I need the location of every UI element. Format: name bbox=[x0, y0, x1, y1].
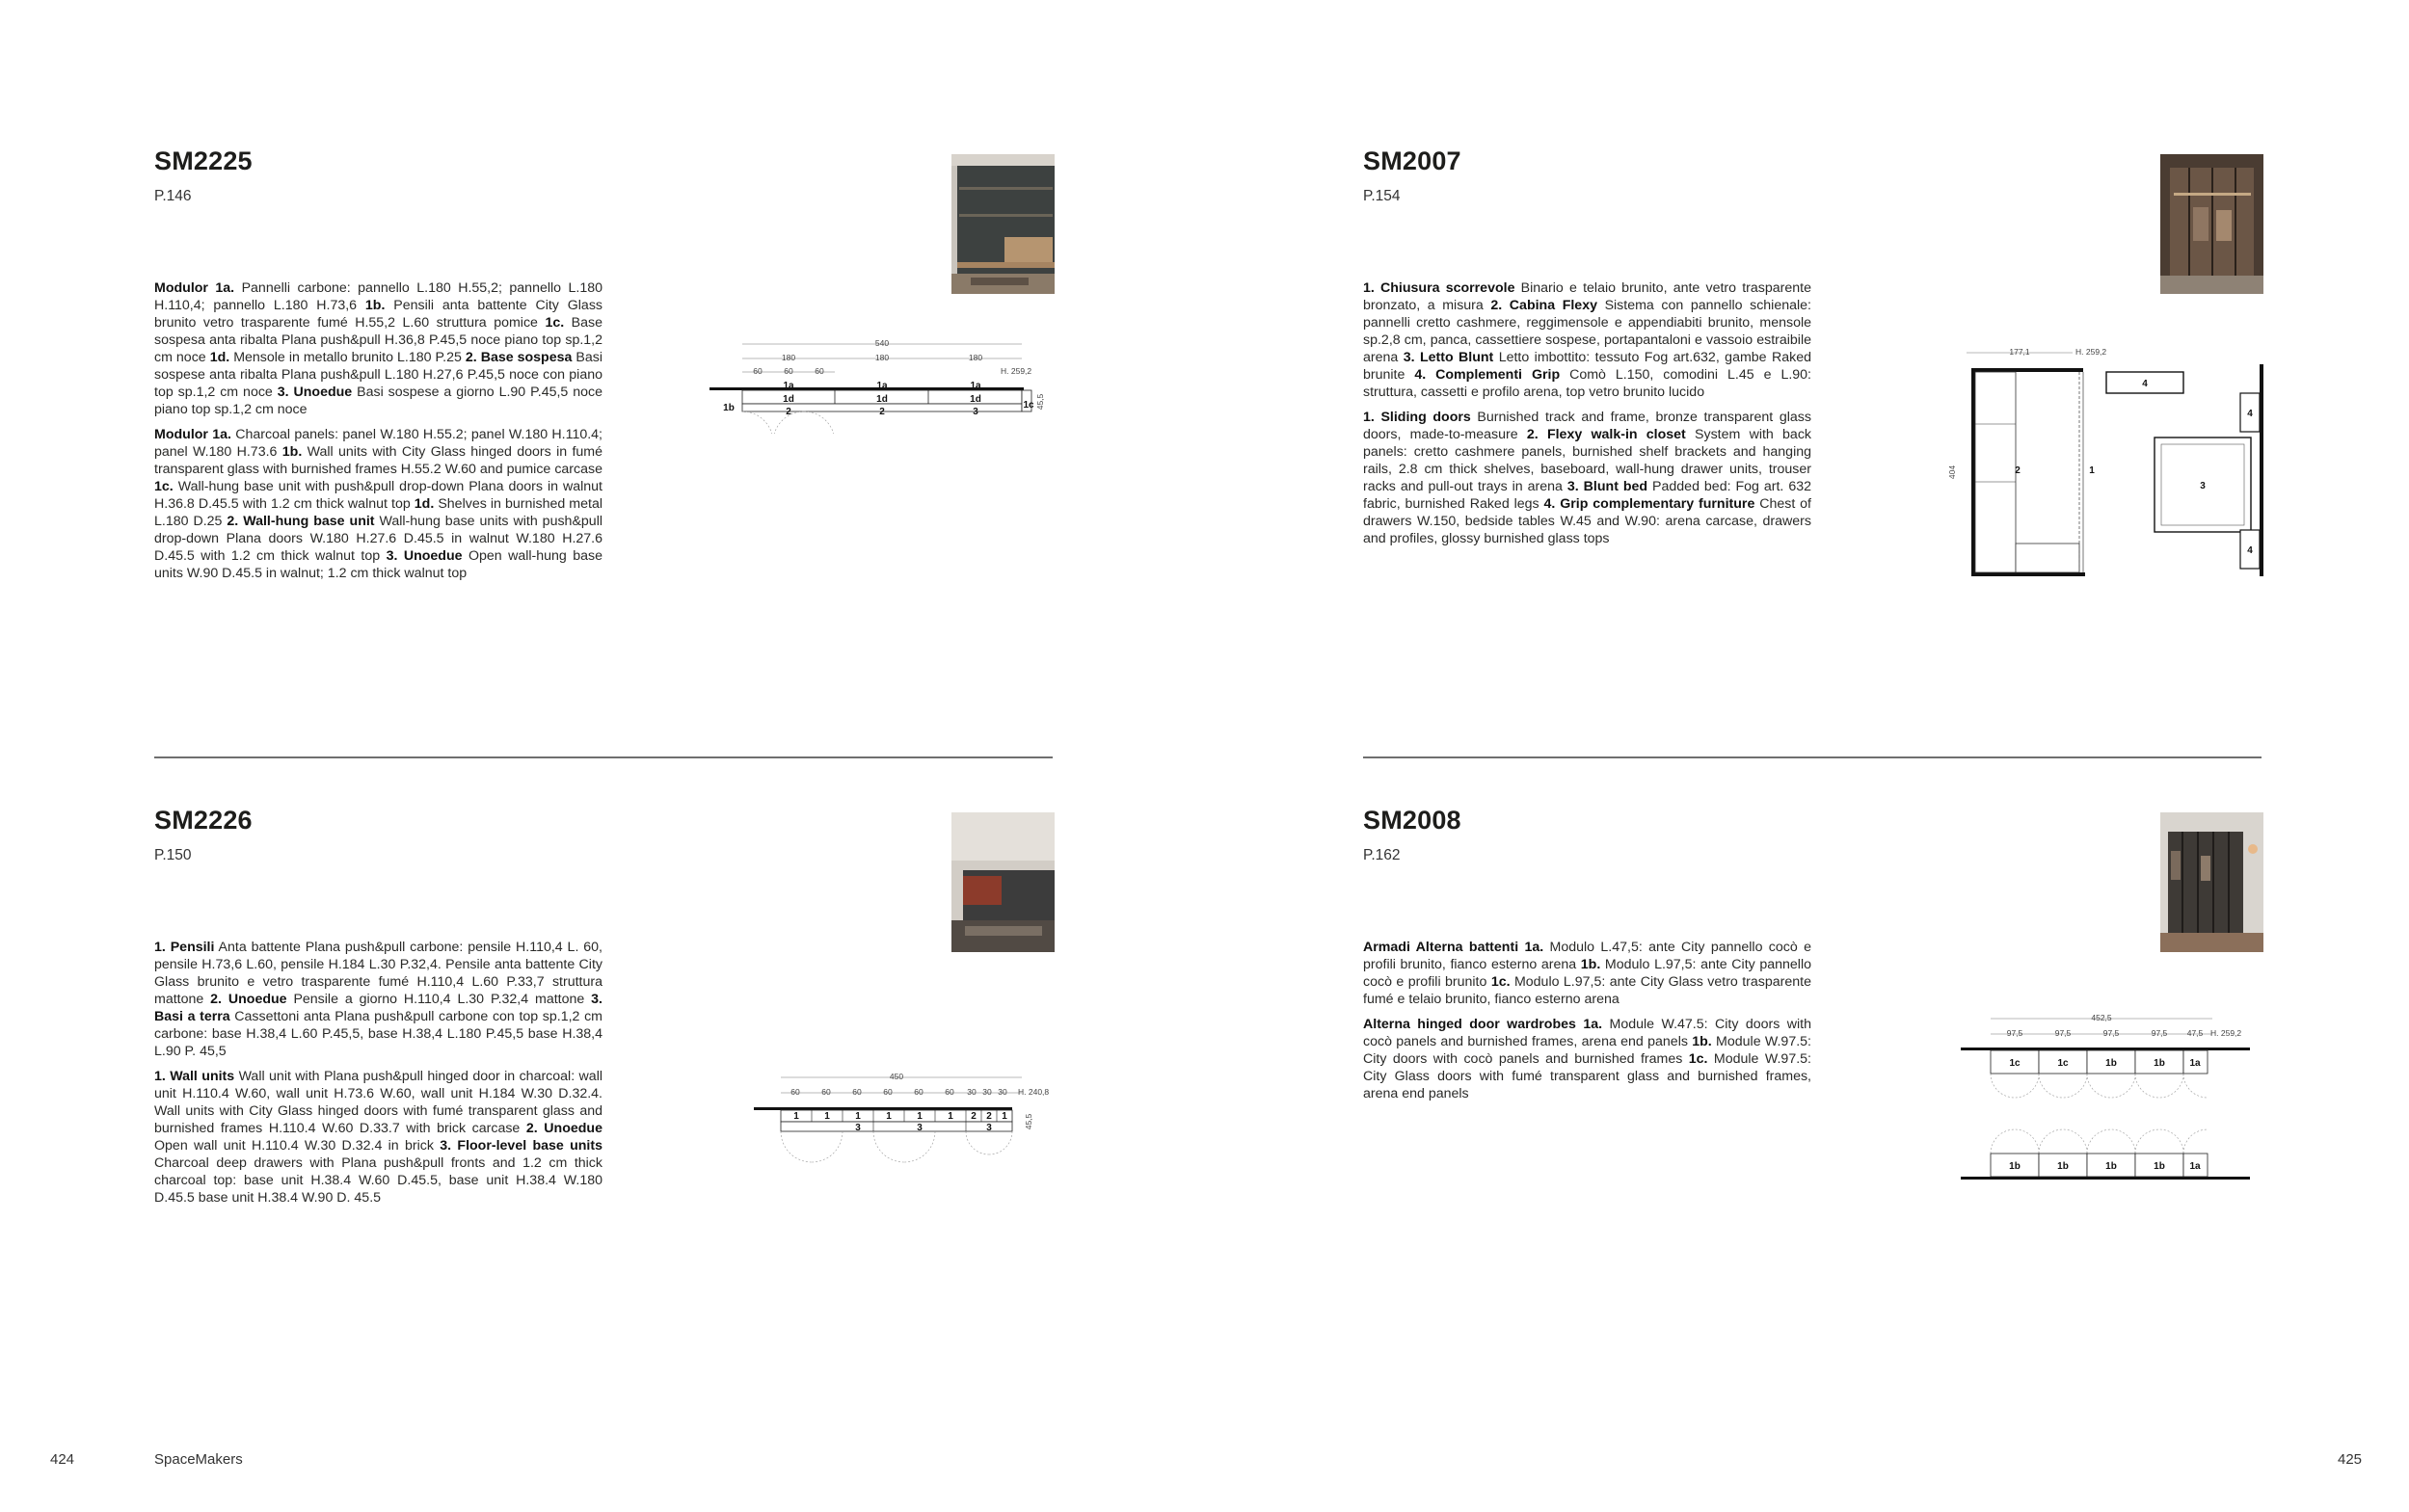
product-photo bbox=[2160, 154, 2263, 294]
item-heading: 3. Unoedue bbox=[386, 548, 463, 564]
page-number-left: 424 bbox=[50, 1451, 75, 1468]
description-paragraph: Modulor 1a. Charcoal panels: panel W.180 H.55.2; panel W.180 H.110.4; panel W.180 H.73.6 1b. Wall units with City Glass hinged doors in fumé transparent glass with burnished frames H.55.2 W.60 and pumice carcase 1c. Wall-hung base unit with push&pull drop-down Plana doors in walnut H.36.8 D.45.5 with 1.2 cm thick walnut top 1d. Shelves in burnished metal L.180 D.25 2. Wall-hung base unit Wall-hung base units with push&pull drop-down Plana doors W.180 H.27.6 D.45.5 in walnut W.180 H.27.6 D.45.5 with 1.2 cm thick walnut top 3. Unoedue Open wall-hung base units W.90 D.45.5 in walnut; 1.2 cm thick walnut top bbox=[154, 427, 603, 581]
description-paragraph: Alterna hinged door wardrobes 1a. Module W.47.5: City doors with cocò panels and burnished frames, arena end panels 1b. Module W.97.5: City doors with cocò panels and burnished frames 1c. Module W.97.5: City Glass doors with fumé transparent glass and burnished frames, arena end panels bbox=[1363, 1017, 1811, 1101]
unit-label: 4 bbox=[2247, 545, 2253, 556]
unit-label: 1a bbox=[2189, 1161, 2201, 1172]
item-heading: Modulor 1a. bbox=[154, 280, 235, 296]
item-heading: 1b. bbox=[1692, 1034, 1712, 1049]
unit-label: 1a bbox=[876, 381, 888, 391]
unit-label: 1a bbox=[783, 381, 794, 391]
description bbox=[154, 939, 602, 1214]
unit-label: 2 bbox=[971, 1111, 977, 1122]
section-code: SM2007 bbox=[1363, 146, 1461, 175]
item-heading: 3. Basi a terra bbox=[154, 992, 602, 1024]
unit-label: 3 bbox=[855, 1123, 861, 1133]
dim-sub: 60 bbox=[753, 366, 763, 376]
item-heading: 1d. bbox=[414, 496, 435, 512]
item-heading: 1c. bbox=[154, 479, 174, 494]
dim-width: 177,1 bbox=[2009, 347, 2030, 357]
product-photo bbox=[951, 154, 1055, 294]
item-heading: 2. Unoedue bbox=[525, 1121, 602, 1136]
description-paragraph: 1. Chiusura scorrevole Binario e telaio brunito, ante vetro trasparente bronzato, a misura 2. Cabina Flexy Sistema con pannello schienale: pannelli cretto cashmere, reggimensole e appendiabiti brunito, mensole sp.2,8 cm, panca, cassettiere sospese, portapantaloni e vassoio estraibile arena 3. Letto Blunt Letto imbottito: tessuto Fog art.632, gambe Raked brunite 4. Complementi Grip Comò L.150, comodini L.45 e L.90: struttura, cassetti e profilo arena, top vetro brunito lucido bbox=[1363, 280, 1811, 400]
dim-segment: 180 bbox=[968, 353, 983, 362]
dim-segment: 60 bbox=[914, 1087, 923, 1097]
unit-label: 2 bbox=[786, 407, 791, 417]
dim-segment: 60 bbox=[790, 1087, 800, 1097]
unit-label: 2 bbox=[2015, 465, 2021, 476]
unit-label: 1 bbox=[824, 1111, 830, 1122]
unit-label: 3 bbox=[973, 407, 978, 417]
description bbox=[1363, 939, 1811, 1110]
section-code: SM2225 bbox=[154, 146, 253, 175]
unit-label: 1b bbox=[723, 403, 735, 413]
item-heading: 1b. bbox=[1580, 957, 1601, 972]
product-photo bbox=[2160, 812, 2263, 952]
unit-label: 2 bbox=[879, 407, 885, 417]
brand-name: SpaceMakers bbox=[154, 1451, 243, 1468]
item-heading: 2. Cabina Flexy bbox=[1490, 298, 1597, 313]
unit-label: 1c bbox=[1023, 400, 1034, 411]
floor-plan bbox=[1957, 1006, 2275, 1194]
item-heading: 3. Blunt bed bbox=[1566, 479, 1648, 494]
unit-label: 3 bbox=[2200, 481, 2206, 491]
dim-depth: 404 bbox=[1947, 464, 1957, 480]
page-number-right: 425 bbox=[2338, 1451, 2363, 1468]
dim-height: H. 240,8 bbox=[1018, 1087, 1050, 1097]
unit-label: 1b bbox=[2154, 1161, 2165, 1172]
item-heading: 4. Complementi Grip bbox=[1414, 367, 1561, 383]
item-heading: 1b. bbox=[364, 298, 386, 313]
description-paragraph: 1. Sliding doors Burnished track and frame, bronze transparent glass doors, made-to-measure 2. Flexy walk-in closet System with back panels: cretto cashmere panels, burnished shelf brackets and hanging rails, 2.8 cm thick shelves, baseboard, wall-hung drawer units, trouser racks and pull-out trays in arena 3. Blunt bed Padded bed: Fog art. 632 fabric, burnished Raked legs 4. Grip complementary furniture Chest of drawers W.150, bedside tables W.45 and W.90: arena carcase, drawers and profiles, glossy burnished glass tops bbox=[1363, 410, 1812, 546]
section-code: SM2226 bbox=[154, 806, 253, 835]
dim-segment: 180 bbox=[781, 353, 796, 362]
item-heading: 3. Floor-level base units bbox=[440, 1138, 602, 1154]
dim-segment: 60 bbox=[883, 1087, 893, 1097]
dim-segment: 97,5 bbox=[2102, 1028, 2120, 1038]
item-heading: 1b. bbox=[281, 444, 303, 460]
item-heading: 2. Flexy walk-in closet bbox=[1526, 427, 1686, 442]
unit-label: 1 bbox=[917, 1111, 923, 1122]
unit-label: 4 bbox=[2142, 379, 2148, 389]
dim-total: 450 bbox=[889, 1072, 904, 1081]
item-heading: 1c. bbox=[545, 315, 565, 331]
dim-segment: 97,5 bbox=[2006, 1028, 2023, 1038]
page-reference: P.154 bbox=[1363, 188, 1401, 204]
dim-total: 540 bbox=[874, 338, 890, 348]
dim-segment: 30 bbox=[982, 1087, 992, 1097]
unit-label: 3 bbox=[986, 1123, 992, 1133]
description-paragraph: 1. Wall units Wall unit with Plana push&pull hinged door in charcoal: wall unit H.110.4 W.60, wall unit H.73.6 W.60, wall unit H.184 W.30 D.32.4. Wall units with City Glass hinged doors with fumé transparent glass and burnished frames H.110.4 W.60 D.33.7 with brick carcase 2. Unoedue Open wall unit H.110.4 W.30 D.32.4 in brick 3. Floor-level base units Charcoal deep drawers with Plana push&pull fronts and 1.2 cm thick charcoal top: base unit H.38.4 W.60 D.45.5, base unit H.38.4 W.180 D.45.5 base unit H.38.4 W.90 D. 45.5 bbox=[154, 1069, 602, 1206]
unit-label: 1b bbox=[2105, 1058, 2117, 1069]
unit-label: 1a bbox=[970, 381, 981, 391]
dim-segment: 60 bbox=[945, 1087, 954, 1097]
dim-total: 452,5 bbox=[2091, 1013, 2112, 1022]
page-reference: P.146 bbox=[154, 188, 192, 204]
item-heading: Modulor 1a. bbox=[154, 427, 231, 442]
unit-label: 3 bbox=[917, 1123, 923, 1133]
unit-label: 2 bbox=[986, 1111, 992, 1122]
section-divider bbox=[1363, 756, 2262, 758]
item-heading: 1. Chiusura scorrevole bbox=[1363, 280, 1515, 296]
item-heading: Armadi Alterna battenti 1a. bbox=[1363, 940, 1544, 955]
dim-depth: 45,5 bbox=[1024, 1113, 1033, 1130]
page-reference: P.162 bbox=[1363, 847, 1401, 863]
unit-label: 1c bbox=[2009, 1058, 2021, 1069]
unit-label: 1d bbox=[970, 394, 981, 405]
item-heading: Alterna hinged door wardrobes 1a. bbox=[1363, 1017, 1603, 1032]
dim-segment: 30 bbox=[967, 1087, 977, 1097]
unit-label: 1 bbox=[2089, 465, 2095, 476]
item-heading: 2. Wall-hung base unit bbox=[227, 514, 375, 529]
unit-label: 1 bbox=[886, 1111, 892, 1122]
dim-sub: 60 bbox=[784, 366, 793, 376]
product-photo bbox=[951, 812, 1055, 952]
item-heading: 1c. bbox=[1688, 1051, 1708, 1067]
dim-segment: 97,5 bbox=[2151, 1028, 2168, 1038]
dim-segment: 97,5 bbox=[2054, 1028, 2072, 1038]
dim-segment: 47,5 bbox=[2186, 1028, 2204, 1038]
item-heading: 4. Grip complementary furniture bbox=[1543, 496, 1755, 512]
unit-label: 1c bbox=[2057, 1058, 2069, 1069]
dim-sub: 60 bbox=[815, 366, 824, 376]
unit-label: 4 bbox=[2247, 409, 2253, 419]
unit-label: 1 bbox=[948, 1111, 953, 1122]
unit-label: 1b bbox=[2154, 1058, 2165, 1069]
item-heading: 1d. bbox=[209, 350, 230, 365]
dim-height: H. 259,2 bbox=[2210, 1028, 2242, 1038]
item-heading: 1c. bbox=[1490, 974, 1511, 990]
dim-segment: 30 bbox=[998, 1087, 1007, 1097]
dim-segment: 60 bbox=[852, 1087, 862, 1097]
section-divider bbox=[154, 756, 1053, 758]
item-heading: 3. Letto Blunt bbox=[1403, 350, 1494, 365]
floor-plan bbox=[752, 1068, 1060, 1164]
description-paragraph: Modulor 1a. Pannelli carbone: pannello L.180 H.55,2; pannello L.180 H.110,4; pannello L.180 H.73,6 1b. Pensili anta battente City Glass brunito vetro trasparente fumé H.55,2 L.60 struttura pomice 1c. Base sospesa anta ribalta Plana push&pull H.36,8 P.45,5 noce piano top sp.1,2 cm noce 1d. Mensole in metallo brunito L.180 P.25 2. Base sospesa Basi sospese anta ribalta Plana push&pull L.180 H.27,6 P.45,5 noce con piano top sp.1,2 cm noce 3. Unoedue Basi sospese a giorno L.90 P.45,5 noce piano top sp.1,2 cm noce bbox=[154, 280, 603, 417]
item-heading: 3. Unoedue bbox=[277, 385, 353, 400]
unit-label: 1d bbox=[876, 394, 888, 405]
section-code: SM2008 bbox=[1363, 806, 1461, 835]
unit-label: 1 bbox=[855, 1111, 861, 1122]
unit-label: 1a bbox=[2189, 1058, 2201, 1069]
item-heading: 1. Pensili bbox=[154, 940, 215, 955]
page-reference: P.150 bbox=[154, 847, 192, 863]
unit-label: 1b bbox=[2105, 1161, 2117, 1172]
floor-plan bbox=[1947, 337, 2275, 583]
item-heading: 2. Unoedue bbox=[210, 992, 287, 1007]
unit-label: 1b bbox=[2009, 1161, 2021, 1172]
dim-height: H. 259,2 bbox=[1001, 366, 1032, 376]
unit-label: 1 bbox=[793, 1111, 799, 1122]
dim-height: H. 259,2 bbox=[2075, 347, 2107, 357]
dim-segment: 60 bbox=[821, 1087, 831, 1097]
item-heading: 1. Sliding doors bbox=[1363, 410, 1471, 425]
description-paragraph: Armadi Alterna battenti 1a. Modulo L.47,5: ante City pannello cocò e profili brunito, fianco esterno arena 1b. Modulo L.97,5: ante City pannello cocò e profili brunito 1c. Modulo L.97,5: ante City Glass vetro trasparente fumé e telaio brunito, fianco esterno arena bbox=[1363, 940, 1811, 1007]
item-heading: 1. Wall units bbox=[154, 1069, 235, 1084]
unit-label: 1b bbox=[2057, 1161, 2069, 1172]
unit-label: 1d bbox=[783, 394, 794, 405]
item-heading: 2. Base sospesa bbox=[465, 350, 573, 365]
unit-label: 1 bbox=[1002, 1111, 1007, 1122]
description bbox=[1363, 279, 1811, 555]
floor-plan bbox=[704, 332, 1060, 434]
dim-depth: 45,5 bbox=[1035, 393, 1045, 411]
description-paragraph: 1. Pensili Anta battente Plana push&pull carbone: pensile H.110,4 L. 60, pensile H.73,6 L.60, pensile H.184 L.30 P.32,4. Pensile anta battente City Glass brunito e vetro trasparente fumé H.110,4 L.60 P.33,7 struttura mattone 2. Unoedue Pensile a giorno H.110,4 L.30 P.32,4 mattone 3. Basi a terra Cassettoni anta Plana push&pull carbone con top sp.1,2 cm carbone: base H.38,4 L.60 P.45,5, base H.38,4 L.180 P.45,5 base H.38,4 L.90 P. 45,5 bbox=[154, 940, 602, 1059]
dim-segment: 180 bbox=[874, 353, 890, 362]
description bbox=[154, 279, 602, 590]
